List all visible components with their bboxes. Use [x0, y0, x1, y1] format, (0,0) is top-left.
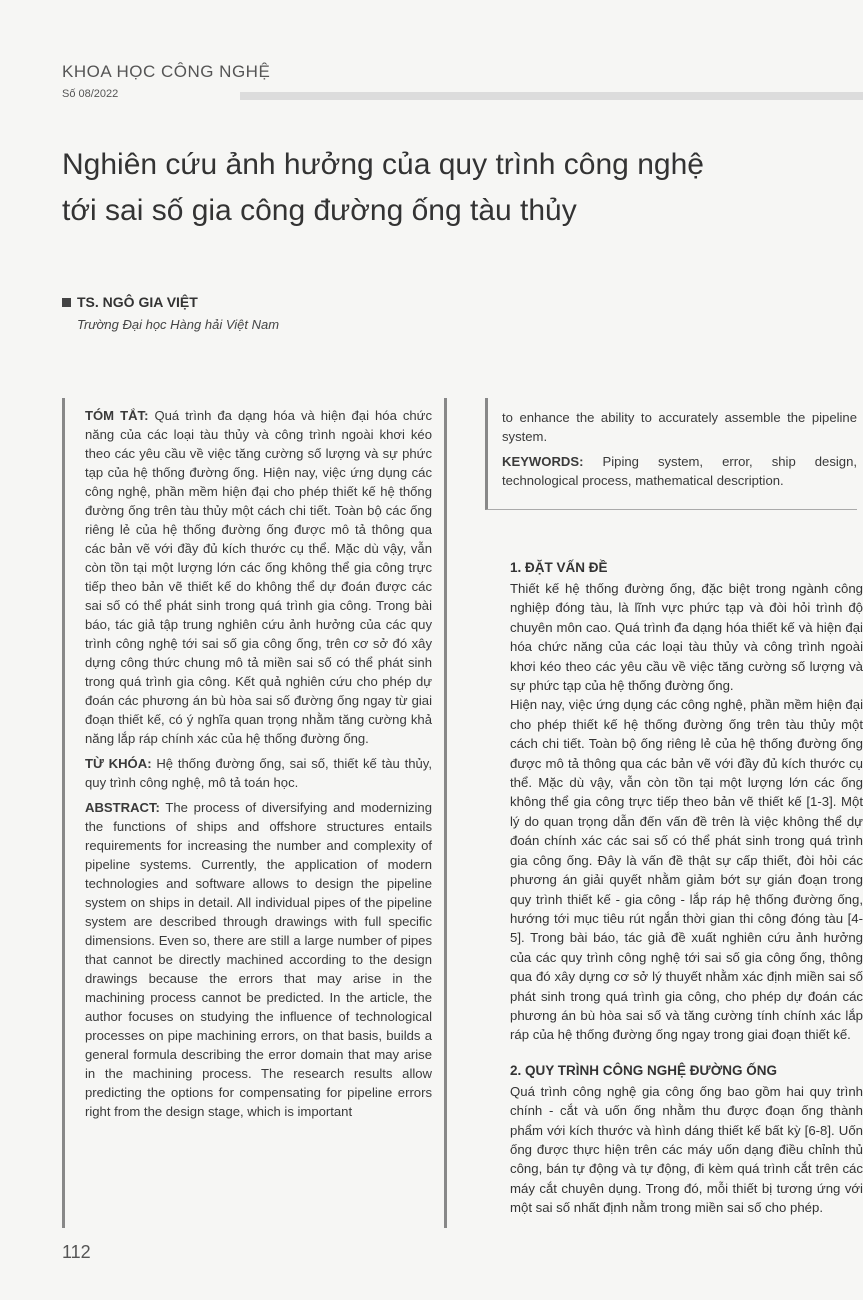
article-title	[62, 142, 822, 234]
tomtat-label: TÓM TẮT:	[85, 408, 149, 423]
body-paragraph-1: Thiết kế hệ thống đường ống, đặc biệt trong ngành công nghiệp đóng tàu, là lĩnh vực phức tạp và đòi hỏi trình độ chuyên môn cao. Quá trình đa dạng hóa thiết kế và hiện đại hóa chức năng của các loại tàu thủy và công trình ngoài khơi kéo theo các yêu cầu về việc tăng cường số lượng và sự phức tạp của hệ thống đường ống.	[510, 581, 863, 694]
abstract-continuation-box	[485, 398, 857, 510]
tomtat-paragraph	[85, 406, 432, 748]
issue-number: Số 08/2022	[62, 88, 119, 100]
keywords-text: Piping system, error, ship design, technological process, mathematical description.	[502, 454, 857, 488]
body-column	[510, 560, 863, 1218]
abstract-paragraph	[85, 798, 432, 1121]
heading-introduction: 1. ĐẶT VẤN ĐỀ	[510, 560, 608, 575]
header-rule	[240, 92, 863, 100]
keywords-label: KEYWORDS:	[502, 454, 584, 469]
title-line-1: Nghiên cứu ảnh hưởng của quy trình công nghệ	[62, 148, 704, 181]
tomtat-text: Quá trình đa dạng hóa và hiện đại hóa chức năng của các loại tàu thủy và công trình ngoài khơi kéo theo các yêu cầu về việc tăng cường số lượng và sự phức tạp của hệ thống đường ống. Hiện nay, việc ứng dụng các công nghệ, phần mềm hiện đại cho phép thiết kế hệ thống đường ống trên tàu thủy một cách chi tiết. Toàn bộ các ống riêng lẻ của hệ thống đường ống được mô tả thông qua các bản vẽ với đầy đủ kích thước cụ thể. Mặc dù vậy, vẫn còn tồn tại một lượng lớn các ống không thể gia công trực tiếp theo bản vẽ thiết kế do không thể dự đoán được các sai số có thể phát sinh trong quá trình gia công. Trong bài báo, tác giả tập trung nghiên cứu ảnh hưởng của các quy trình công nghệ tới sai số gia công ống, trên cơ sở đó xây dựng công thức chung mô tả miền sai số có thể phát sinh trong quá trình gia công. Kết quả nghiên cứu cho phép dự đoán các phương án bù hòa sai số đường ống ngay từ giai đoạn thiết kế, có ý nghĩa quan trọng nhằm tăng cường khả năng lắp ráp chính xác của hệ thống đường ống.	[85, 408, 432, 746]
section-label: KHOA HỌC CÔNG NGHỆ	[62, 62, 271, 81]
author-block	[62, 294, 279, 332]
abstract-label: ABSTRACT:	[85, 800, 160, 815]
heading-process: 2. QUY TRÌNH CÔNG NGHỆ ĐƯỜNG ỐNG	[510, 1062, 777, 1078]
abstract-box	[62, 398, 447, 1228]
tukhoa-paragraph	[85, 754, 432, 792]
abstract-text: The process of diversifying and modernizing the functions of ships and offshore structures entails requirements for increasing the number and complexity of pipeline systems. Currently, the application of modern technologies and software allows to design the pipeline system on ships in detail. All individual pipes of the pipeline system are described through drawings with full specific dimensions. Even so, there are still a large number of pipes that cannot be directly machined according to the design drawings because the errors that may arise in the machining process cannot be predicted. In the article, the author focuses on studying the influence of technological processes on pipe machining errors, on that basis, builds a general formula describing the error domain that may arise in the machining process. The research results allow predicting the options for compensating for pipeline errors right from the design stage, which is important	[85, 800, 432, 1119]
keywords-paragraph	[502, 452, 857, 490]
title-line-2: tới sai số gia công đường ống tàu thủy	[62, 194, 577, 227]
author-name: TS. NGÔ GIA VIỆT	[77, 294, 198, 310]
page-number: 112	[62, 1242, 91, 1262]
bullet-square-icon	[62, 298, 71, 307]
abstract-continuation: to enhance the ability to accurately assemble the pipeline system.	[502, 410, 857, 444]
body-paragraph-2: Hiện nay, việc ứng dụng các công nghệ, phần mềm hiện đại cho phép thiết kế hệ thống đường ống trên tàu thủy một cách chi tiết. Toàn bộ ống riêng lẻ của hệ thống đường ống được mô tả thông qua các bản vẽ với đầy đủ kích thước cụ thể. Mặc dù vậy, vẫn còn tồn tại một lượng lớn các ống không thể gia công trực tiếp theo bản vẽ thiết kế [1-3]. Một lý do quan trọng dẫn đến vấn đề trên là việc không thể dự đoán chính xác các sai số có thể phát sinh trong quá trình gia công ống. Đây là vấn đề thật sự cấp thiết, đòi hỏi các phương án giải quyết nhằm giảm bớt sự gián đoạn trong quy trình thiết kế - gia công - lắp ráp hệ thống đường ống, hướng tới mục tiêu rút ngắn thời gian thi công đóng tàu [4-5]. Trong bài báo, tác giả đề xuất nghiên cứu ảnh hưởng của các quy trình công nghệ tới sai số gia công ống, thông qua đó xây dựng cơ sở lý thuyết nhằm xác định miền sai số phát sinh trong quá trình gia công, cho phép dự đoán các phương án bù hòa sai số và tăng cường tính chính xác lắp ráp của hệ thống đường ống ngay trong giai đoạn thiết kế.	[510, 697, 863, 1043]
author-affiliation: Trường Đại học Hàng hải Việt Nam	[77, 317, 280, 332]
tukhoa-label: TỪ KHÓA:	[85, 756, 152, 771]
tukhoa-text: Hệ thống đường ống, sai số, thiết kế tàu thủy, quy trình công nghệ, mô tả toán học.	[85, 756, 432, 790]
author-line	[62, 294, 279, 310]
body-paragraph-3: Quá trình công nghệ gia công ống bao gồm hai quy trình chính - cắt và uốn ống nhằm thu được đoạn ống thành phẩm với kích thước và hình dáng thiết kế bất kỳ [6-8]. Uốn ống được thực hiện trên các máy uốn dạng điều chỉnh thủ công, bán tự động và tự động, đi kèm quá trình cắt trên các máy cắt chuyên dụng. Trong đó, mỗi thiết bị tương ứng với một sai số nhất định nằm trong miền sai số cho phép.	[510, 1083, 863, 1216]
